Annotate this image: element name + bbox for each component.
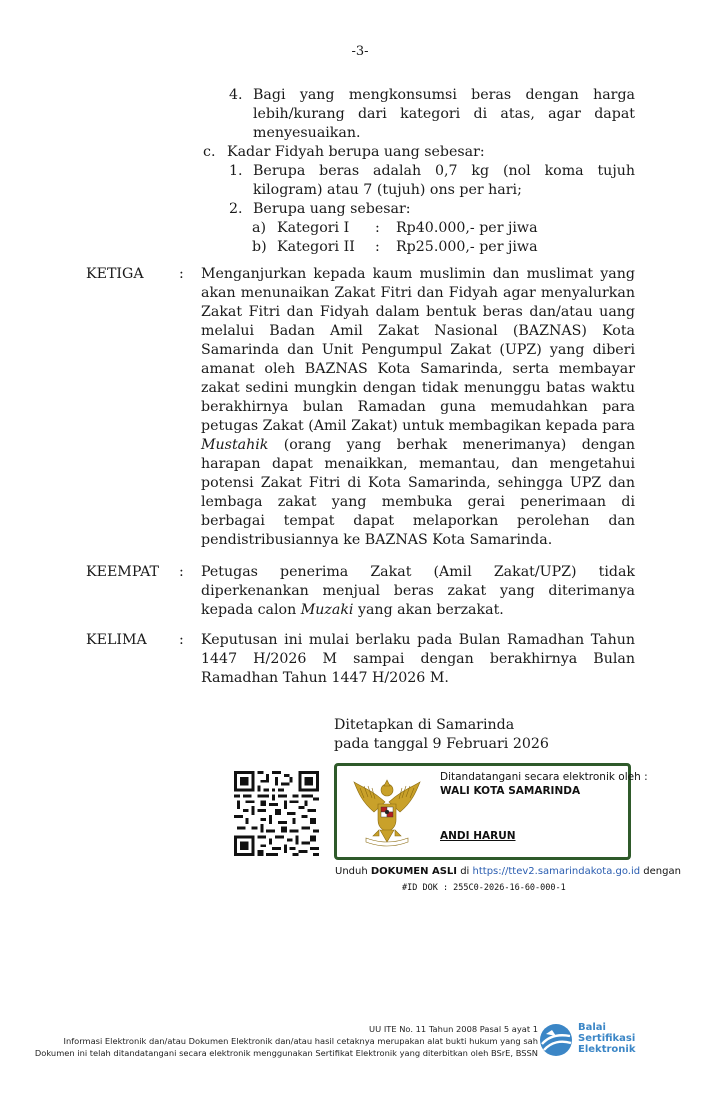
text-part: (orang yang berhak menerimanya) dengan harapan dapat menaikkan, memantau, dan mengetahui potensi Zakat Fitri di Kota Samarinda, sehingga UPZ dan lembaga zakat yang membuka gerai penerimaan di berbagai tempat dapat melaporkan perolehan dan pendistribusiannya ke BAZNAS Kota Samarinda. — [201, 437, 635, 548]
bsre-logo-icon — [537, 1022, 575, 1058]
logo-line: Balai — [578, 1022, 606, 1033]
signature-place: Ditetapkan di Samarinda — [334, 717, 515, 733]
category-colon: : — [375, 220, 380, 236]
list-text: Berupa uang sebesar: — [253, 201, 411, 217]
category-label: Kategori II — [277, 239, 355, 255]
footer-line-1: UU ITE No. 11 Tahun 2008 Pasal 5 ayat 1 — [369, 1024, 538, 1034]
signature-date: pada tanggal 9 Februari 2026 — [334, 736, 549, 752]
logo-line: Sertifikasi — [578, 1033, 636, 1044]
section-text-kelima: Keputusan ini mulai berlaku pada Bulan Ramadhan Tahun 1447 H/2026 M sampai dengan berakhirnya Bulan Ramadhan Tahun 1447 H/2026 M. — [201, 632, 635, 686]
category-value: Rp40.000,- per jiwa — [396, 220, 538, 236]
download-link[interactable]: https://ttev2.samarindakota.go.id — [472, 866, 641, 877]
section-label-kelima: KELIMA — [86, 632, 147, 648]
category-value: Rp25.000,- per jiwa — [396, 239, 538, 255]
document-id: #ID DOK : 255C0-2026-16-60-000-1 — [402, 883, 566, 893]
text-part: Petugas penerima Zakat (Amil Zakat/UPZ) tidak diperkenankan menjual beras zakat yang diterimanya kepada calon — [201, 564, 635, 618]
text-part: Unduh — [335, 866, 371, 877]
list-marker: b) — [252, 239, 267, 255]
list-marker: c. — [203, 144, 216, 160]
list-text: Berupa beras adalah 0,7 kg (nol koma tujuh kilogram) atau 7 (tujuh) ons per hari; — [253, 163, 635, 198]
signer-name: ANDI HARUN — [440, 830, 516, 842]
list-text: Bagi yang mengkonsumsi beras dengan harga lebih/kurang dari kategori di atas, agar dapat menyesuaikan. — [253, 87, 635, 141]
section-colon: : — [179, 564, 184, 580]
signed-by-label: Ditandatangani secara elektronik oleh : — [440, 771, 648, 783]
list-marker: a) — [252, 220, 266, 236]
bsre-logo-text — [578, 1022, 635, 1055]
list-number: 2. — [229, 201, 243, 217]
category-colon: : — [375, 239, 380, 255]
list-number: 1. — [229, 163, 243, 179]
footer-line-3: Dokumen ini telah ditandatangani secara elektronik menggunakan Sertifikat Elektronik yang diterbitkan oleh BSrE, BSSN — [34, 1048, 538, 1058]
text-part: Menganjurkan kepada kaum muslimin dan muslimat yang akan menunaikan Zakat Fitri dan Fidyah agar menyalurkan Zakat Fitri dan Fidyah dalam bentuk beras dan/atau uang melalui Badan Amil Zakat Nasional (BAZNAS) Kota Samarinda dan Unit Pengumpul Zakat (UPZ) yang diberi amanat oleh BAZNAS Kota Samarinda, serta membayar zakat sedini mungkin dengan tidak menunggu batas waktu berakhirnya bulan Ramadan guna memudahkan para petugas Zakat (Amil Zakat) untuk membagikan kepada para — [201, 266, 635, 434]
italic-term: Muzaki — [300, 602, 354, 618]
download-notice — [335, 866, 681, 877]
list-item-4 — [229, 86, 635, 143]
list-item-c2 — [229, 200, 635, 219]
footer-line-2: Informasi Elektronik dan/atau Dokumen Elektronik dan/atau hasil cetaknya merupakan alat bukti hukum yang sah — [63, 1036, 538, 1046]
qr-code — [234, 771, 319, 856]
section-text-keempat — [201, 563, 635, 620]
text-part: dengan — [640, 866, 681, 877]
text-part: yang akan berzakat. — [353, 602, 504, 618]
italic-term: Mustahik — [201, 437, 269, 453]
page-number: -3- — [351, 44, 369, 59]
list-number: 4. — [229, 87, 243, 103]
list-item-c — [203, 143, 635, 162]
text-part: di — [457, 866, 473, 877]
section-text-ketiga — [201, 265, 635, 550]
section-label-keempat: KEEMPAT — [86, 564, 160, 580]
text-part: DOKUMEN ASLI — [370, 866, 458, 877]
list-text: Kadar Fidyah berupa uang sebesar: — [227, 144, 485, 160]
logo-line: Elektronik — [578, 1044, 636, 1055]
list-item-c1 — [229, 162, 635, 200]
signer-position: WALI KOTA SAMARINDA — [440, 785, 581, 797]
category-label: Kategori I — [277, 220, 350, 236]
section-colon: : — [179, 632, 184, 648]
section-label-ketiga: KETIGA — [86, 266, 144, 282]
section-colon: : — [179, 266, 184, 282]
garuda-emblem-icon — [352, 772, 422, 850]
